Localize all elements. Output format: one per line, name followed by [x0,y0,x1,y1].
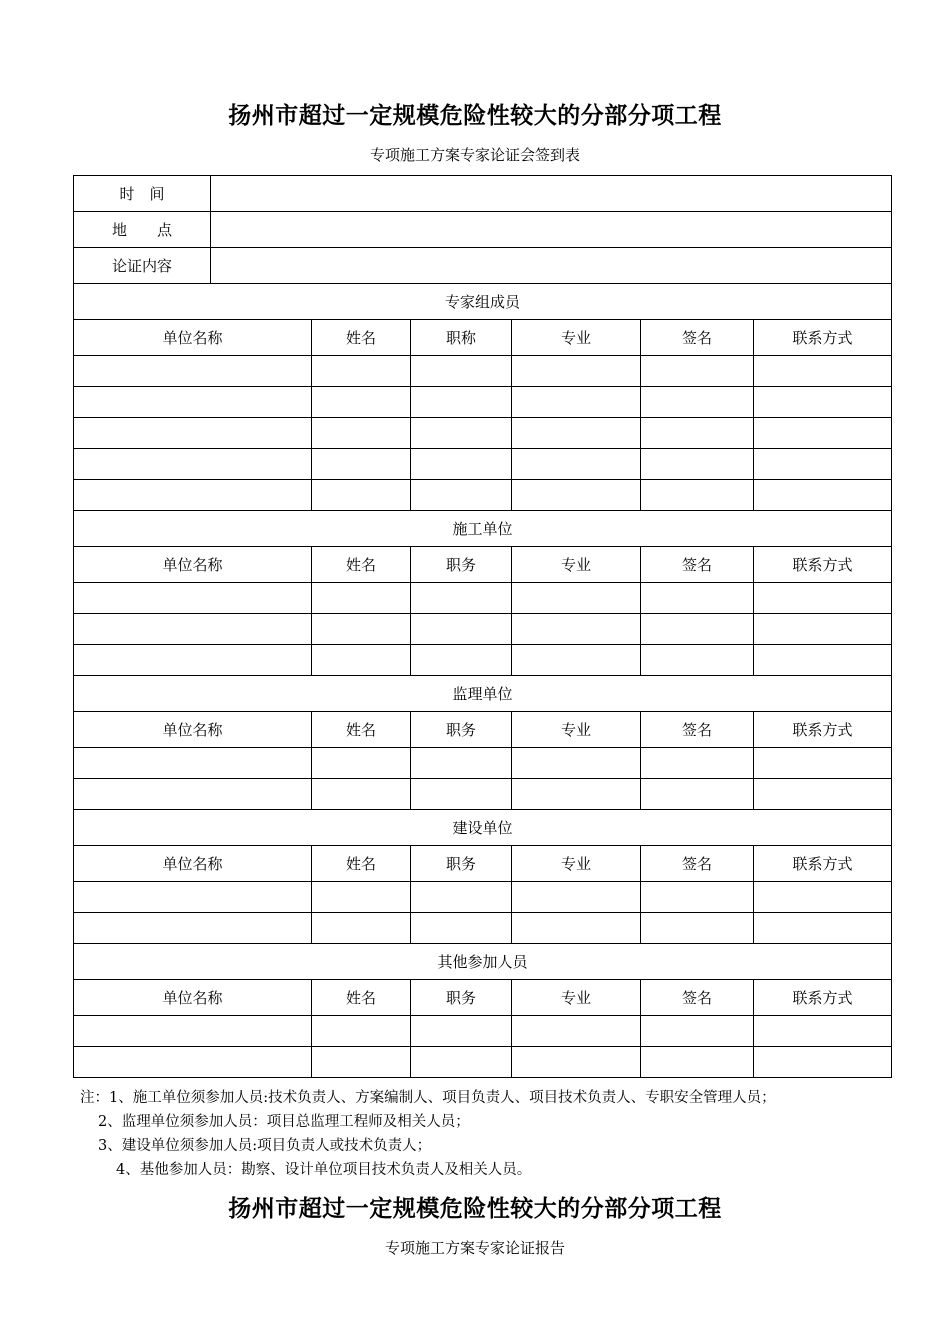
cell[interactable] [512,748,641,779]
table-row [74,480,892,511]
section-title-supervision: 监理单位 [74,676,892,712]
cell[interactable] [312,387,411,418]
cell[interactable] [641,480,754,511]
header-major: 专业 [512,547,641,583]
cell[interactable] [74,583,312,614]
cell[interactable] [754,583,892,614]
table-row [74,583,892,614]
cell[interactable] [754,480,892,511]
sign-in-table [73,175,892,1078]
table-row [74,449,892,480]
cell[interactable] [641,356,754,387]
cell[interactable] [411,913,512,944]
section-title-experts: 专家组成员 [74,284,892,320]
cell[interactable] [74,645,312,676]
cell[interactable] [411,1047,512,1078]
header-row-supervision [74,712,892,748]
cell[interactable] [641,418,754,449]
table-row [74,356,892,387]
table-row [74,645,892,676]
header-signature: 签名 [641,980,754,1016]
cell[interactable] [512,882,641,913]
cell[interactable] [754,748,892,779]
cell[interactable] [74,418,312,449]
cell[interactable] [641,1016,754,1047]
header-row-experts [74,320,892,356]
info-label-time: 时 间 [74,176,211,212]
header-row-construction [74,547,892,583]
info-row-time [74,176,892,212]
cell[interactable] [754,387,892,418]
cell[interactable] [74,356,312,387]
note-3: 3、建设单位须参加人员:项目负责人或技术负责人； [98,1138,432,1154]
cell[interactable] [312,882,411,913]
cell[interactable] [411,418,512,449]
cell[interactable] [512,480,641,511]
info-label-location: 地 点 [74,212,211,248]
cell[interactable] [512,449,641,480]
cell[interactable] [411,882,512,913]
info-row-content [74,248,892,284]
header-unit: 单位名称 [74,320,312,356]
header-major: 专业 [512,846,641,882]
header-major: 专业 [512,712,641,748]
info-value-location[interactable] [211,212,892,248]
cell[interactable] [74,779,312,810]
header-row-owner [74,846,892,882]
cell[interactable] [512,583,641,614]
info-row-location [74,212,892,248]
header-unit: 单位名称 [74,712,312,748]
cell[interactable] [754,882,892,913]
cell[interactable] [754,1016,892,1047]
cell[interactable] [754,1047,892,1078]
header-signature: 签名 [641,712,754,748]
page-subtitle: 专项施工方案专家论证会签到表 [369,146,580,164]
header-signature: 签名 [641,320,754,356]
cell[interactable] [641,449,754,480]
cell[interactable] [74,1016,312,1047]
header-name: 姓名 [312,547,411,583]
note-4: 4、基他参加人员：勘察、设计单位项目技术负责人及相关人员。 [116,1162,532,1178]
cell[interactable] [641,779,754,810]
cell[interactable] [312,418,411,449]
header-name: 姓名 [312,846,411,882]
cell[interactable] [74,387,312,418]
cell[interactable] [641,614,754,645]
cell[interactable] [411,614,512,645]
cell[interactable] [512,418,641,449]
table-row [74,913,892,944]
header-major: 专业 [512,980,641,1016]
table-row [74,882,892,913]
table-row [74,614,892,645]
cell[interactable] [754,356,892,387]
cell[interactable] [754,449,892,480]
cell[interactable] [411,480,512,511]
cell[interactable] [512,356,641,387]
cell[interactable] [641,645,754,676]
header-contact: 联系方式 [754,846,892,882]
cell[interactable] [312,480,411,511]
cell[interactable] [641,913,754,944]
notes [80,1086,900,1182]
cell[interactable] [411,1016,512,1047]
header-unit: 单位名称 [74,547,312,583]
cell[interactable] [74,614,312,645]
table-row [74,779,892,810]
header-title: 职称 [411,320,512,356]
footer-subtitle: 专项施工方案专家论证报告 [384,1239,565,1257]
info-value-time[interactable] [211,176,892,212]
header-unit: 单位名称 [74,980,312,1016]
page-title: 扬州市超过一定规模危险性较大的分部分项工程 [228,103,722,129]
cell[interactable] [312,356,411,387]
cell[interactable] [512,1016,641,1047]
cell[interactable] [641,583,754,614]
cell[interactable] [512,614,641,645]
cell[interactable] [754,913,892,944]
header-position: 职务 [411,846,512,882]
cell[interactable] [312,614,411,645]
header-name: 姓名 [312,980,411,1016]
header-unit: 单位名称 [74,846,312,882]
section-title-others: 其他参加人员 [74,944,892,980]
cell[interactable] [74,480,312,511]
header-contact: 联系方式 [754,712,892,748]
cell[interactable] [754,645,892,676]
cell[interactable] [411,645,512,676]
footer-title: 扬州市超过一定规模危险性较大的分部分项工程 [228,1196,722,1222]
table-row [74,1016,892,1047]
header-row-others [74,980,892,1016]
section-title-construction: 施工单位 [74,511,892,547]
cell[interactable] [641,882,754,913]
info-label-content: 论证内容 [74,248,211,284]
section-title-owner: 建设单位 [74,810,892,846]
cell[interactable] [74,449,312,480]
header-contact: 联系方式 [754,547,892,583]
cell[interactable] [411,779,512,810]
cell[interactable] [74,1047,312,1078]
header-signature: 签名 [641,846,754,882]
cell[interactable] [754,779,892,810]
header-position: 职务 [411,547,512,583]
header-contact: 联系方式 [754,320,892,356]
cell[interactable] [312,1047,411,1078]
table-row [74,418,892,449]
cell[interactable] [312,645,411,676]
header-name: 姓名 [312,320,411,356]
cell[interactable] [411,387,512,418]
cell[interactable] [312,913,411,944]
cell[interactable] [74,913,312,944]
table-row [74,1047,892,1078]
cell[interactable] [312,1016,411,1047]
header-name: 姓名 [312,712,411,748]
cell[interactable] [74,748,312,779]
cell[interactable] [74,882,312,913]
cell[interactable] [512,1047,641,1078]
cell[interactable] [512,645,641,676]
note-1: 注：1、施工单位须参加人员:技术负责人、方案编制人、项目负责人、项目技术负责人、专职安全管理人员； [80,1090,776,1106]
cell[interactable] [512,387,641,418]
cell[interactable] [411,583,512,614]
header-major: 专业 [512,320,641,356]
table-row [74,387,892,418]
header-signature: 签名 [641,547,754,583]
header-position: 职务 [411,980,512,1016]
cell[interactable] [312,449,411,480]
cell[interactable] [411,748,512,779]
cell[interactable] [512,913,641,944]
cell[interactable] [754,418,892,449]
cell[interactable] [411,449,512,480]
cell[interactable] [754,614,892,645]
header-position: 职务 [411,712,512,748]
cell[interactable] [411,356,512,387]
cell[interactable] [641,1047,754,1078]
info-value-content[interactable] [211,248,892,284]
note-2: 2、监理单位须参加人员：项目总监理工程师及相关人员； [98,1114,470,1130]
cell[interactable] [641,748,754,779]
cell[interactable] [512,779,641,810]
cell[interactable] [312,748,411,779]
header-contact: 联系方式 [754,980,892,1016]
cell[interactable] [312,583,411,614]
table-row [74,748,892,779]
cell[interactable] [312,779,411,810]
cell[interactable] [641,387,754,418]
